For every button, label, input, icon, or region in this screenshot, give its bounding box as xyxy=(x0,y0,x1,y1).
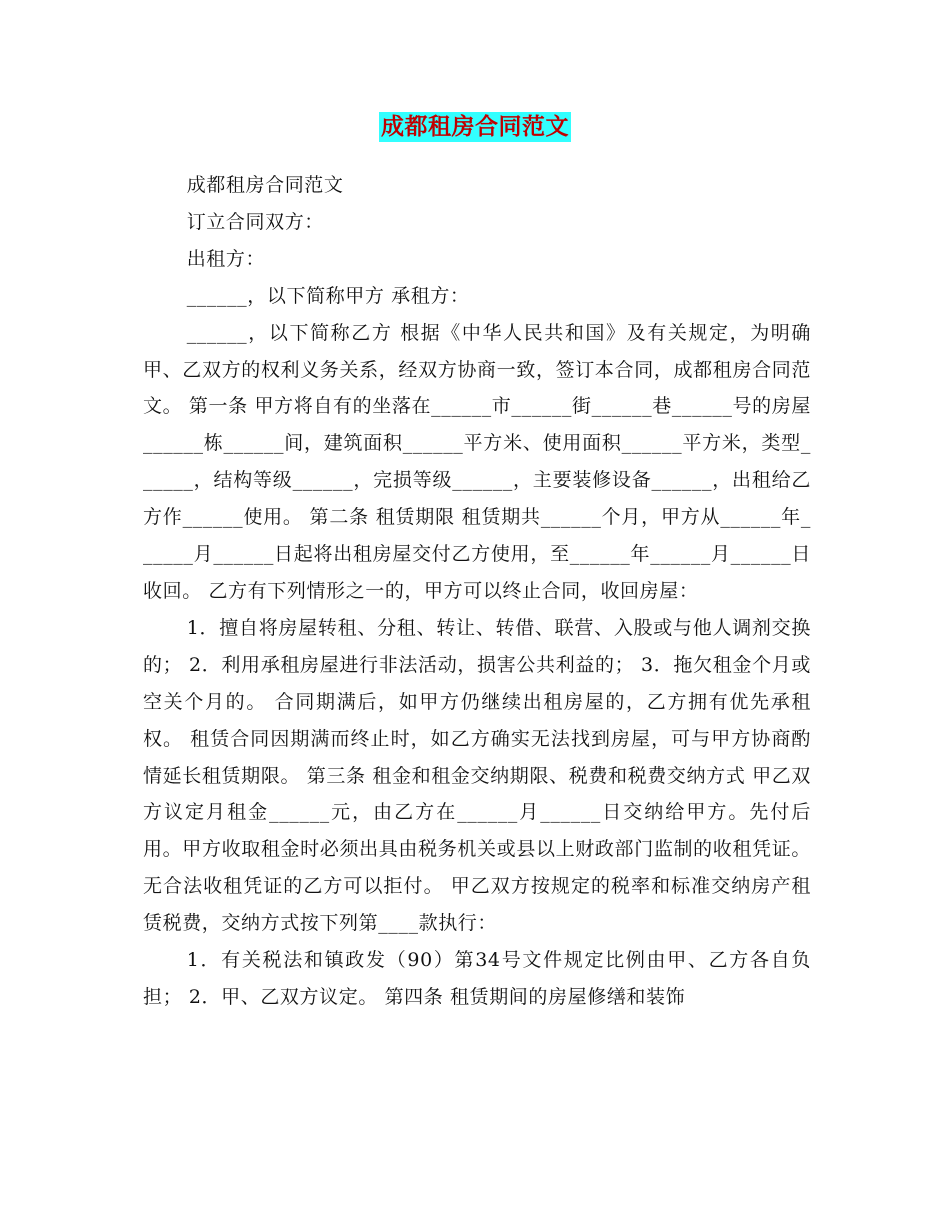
paragraph-heading: 成都租房合同范文 xyxy=(186,174,344,196)
title-container xyxy=(0,112,950,142)
paragraph-parties: 订立合同双方： xyxy=(186,210,324,233)
paragraph-termination-items: 1．擅自将房屋转租、分租、转让、转借、联营、入股或与他人调剂交换的； 2．利用承租房屋进行非法活动，损害公共利益的； 3．拖欠租金个月或空关个月的。 合同期满后，如甲方仍继续出租房屋的，乙方拥有优先承租权。 租赁合同因期满而终止时，如乙方确实无法找到房屋，可与甲方协商酌情延长租赁期限。 第三条 租金和租金交纳期限、税费和税费交纳方式 甲乙双方议定月租金______元，由乙方在______月______日交纳给甲方。先付后用。甲方收取租金时必须出具由税务机关或县以上财政部门监制的收租凭证。无合法收租凭证的乙方可以拒付。 甲乙双方按规定的税率和标准交纳房产租赁税费，交纳方式按下列第____款执行： xyxy=(143,616,811,935)
paragraph-party-a: ______，以下简称甲方 承租方： xyxy=(186,284,470,307)
paragraph-articles-1-2: ______，以下简称乙方 根据《中华人民共和国》及有关规定，为明确甲、乙双方的权利义务关系，经双方协商一致，签订本合同，成都租房合同范文。 第一条 甲方将自有的坐落在______市______街______巷______号的房屋______栋______间，建筑面积______平方米、使用面积______平方米，类型______，结构等级______，完损等级______，主要装修设备______，出租给乙方作______使用。 第二条 租赁期限 租赁期共______个月，甲方从______年______月______日起将出租房屋交付乙方使用，至______年______月______日收回。 乙方有下列情形之一的，甲方可以终止合同，收回房屋： xyxy=(143,321,811,602)
document-title: 成都租房合同范文 xyxy=(381,113,569,140)
paragraph-tax-items: 1．有关税法和镇政发（90）第34号文件规定比例由甲、乙方各自负担； 2．甲、乙双方议定。 第四条 租赁期间的房屋修缮和装饰 xyxy=(143,949,811,1008)
document-body xyxy=(143,167,811,1016)
paragraph-lessor: 出租方： xyxy=(186,247,266,270)
